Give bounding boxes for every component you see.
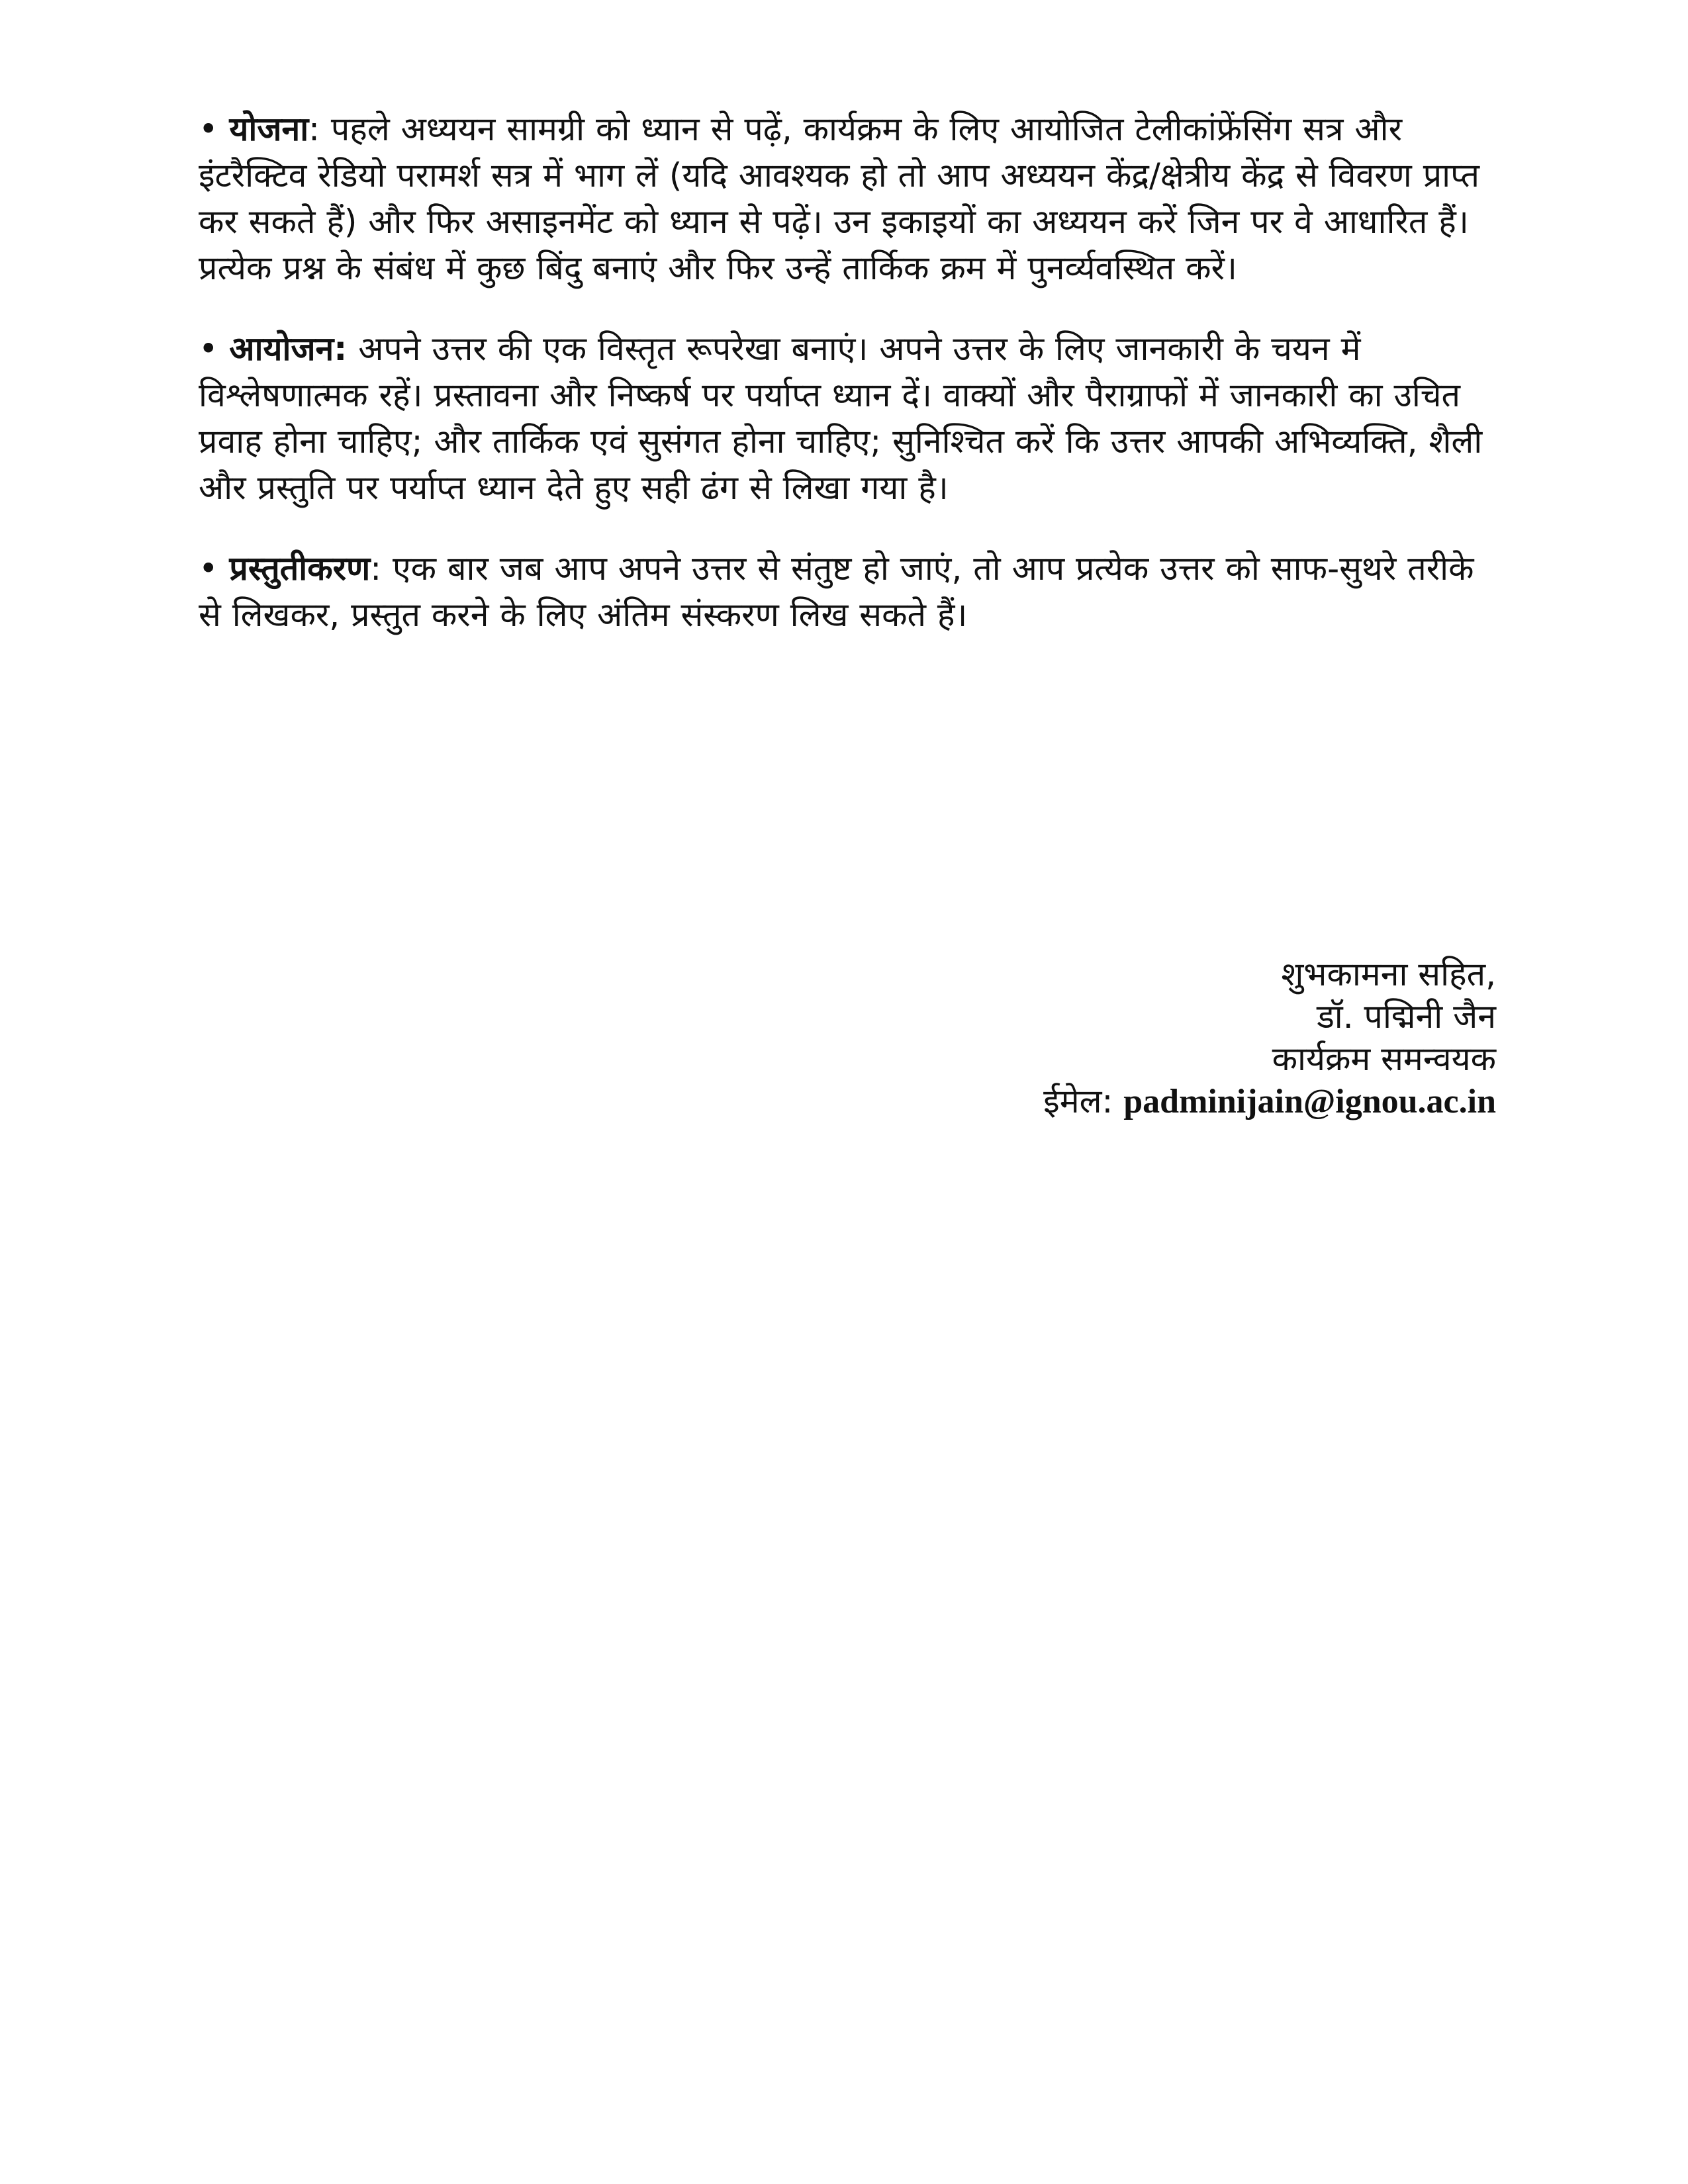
term-separator: : <box>370 549 382 588</box>
paragraph-planning <box>199 106 1496 291</box>
signatory-role: कार्यक्रम समन्वयक <box>1272 1040 1496 1078</box>
term-presentation: प्रस्तुतीकरण <box>229 549 371 588</box>
paragraph-text: एक बार जब आप अपने उत्तर से संतुष्ट हो जाएं, तो आप प्रत्येक उत्तर को साफ-सुथरे तरीके से लिखकर, प्रस्तुत करने के लिए अंतिम संस्करण लिख सकते हैं। <box>199 549 1474 634</box>
bullet: • <box>199 330 218 368</box>
paragraph-organizing <box>199 326 1496 511</box>
closing-line: शुभकामना सहित, <box>1281 955 1496 993</box>
term-planning: योजना <box>229 110 309 148</box>
signatory-name: डॉ. पद्मिनी जैन <box>1317 997 1496 1036</box>
term-organizing: आयोजन: <box>229 330 348 368</box>
email-address[interactable]: padminijain@ignou.ac.in <box>1123 1083 1496 1120</box>
paragraph-text: पहले अध्ययन सामग्री को ध्यान से पढ़ें, कार्यक्रम के लिए आयोजित टेलीकांफ्रेंसिंग सत्र और इंटरैक्टिव रेडियो परामर्श सत्र में भाग लें (यदि आवश्यक हो तो आप अध्ययन केंद्र/क्षेत्रीय केंद्र से विवरण प्राप्त कर सकते हैं) और फिर असाइनमेंट को ध्यान से पढ़ें। उन इकाइयों का अध्ययन करें जिन पर वे आधारित हैं। प्रत्येक प्रश्न के संबंध में कुछ बिंदु बनाएं और फिर उन्हें तार्किक क्रम में पुनर्व्यवस्थित करें। <box>199 110 1479 287</box>
paragraph-text: अपने उत्तर की एक विस्तृत रूपरेखा बनाएं। अपने उत्तर के लिए जानकारी के चयन में विश्लेषणात्मक रहें। प्रस्तावना और निष्कर्ष पर पर्याप्त ध्यान दें। वाक्यों और पैराग्राफों में जानकारी का उचित प्रवाह होना चाहिए; और तार्किक एवं सुसंगत होना चाहिए; सुनिश्चित करें कि उत्तर आपकी अभिव्यक्ति, शैली और प्रस्तुति पर पर्याप्त ध्यान देते हुए सही ढंग से लिखा गया है। <box>199 330 1483 507</box>
paragraph-presentation <box>199 545 1496 638</box>
bullet: • <box>199 110 218 148</box>
signature-block <box>1043 953 1496 1123</box>
term-separator: : <box>308 110 320 148</box>
document-body <box>199 106 1496 672</box>
email-label: ईमेल: <box>1043 1082 1124 1120</box>
email-line <box>1043 1080 1496 1123</box>
bullet: • <box>199 549 218 588</box>
